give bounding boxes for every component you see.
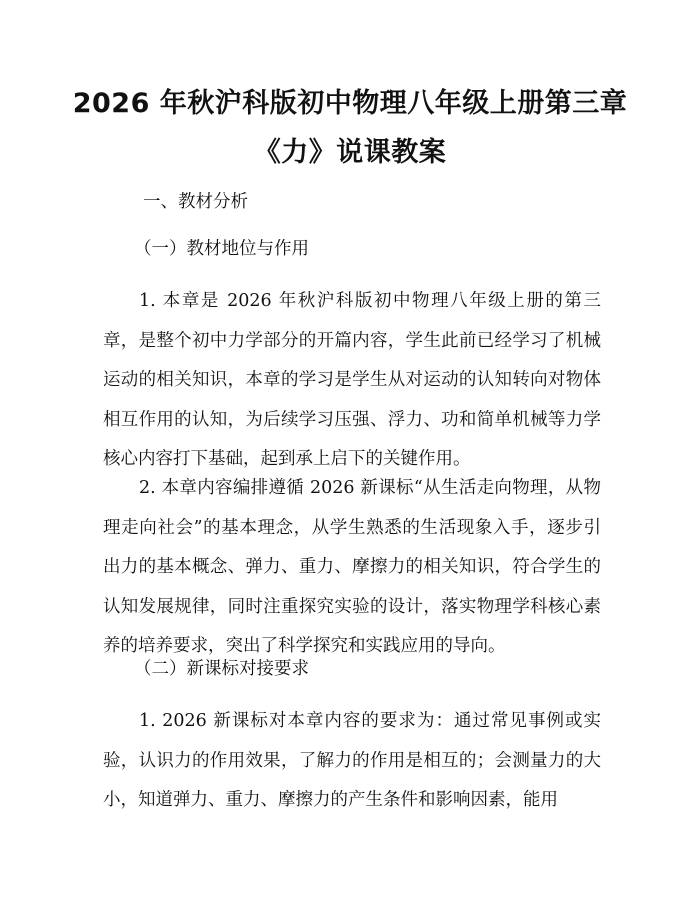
paragraph-chapter-position: 1. 本章是 2026 年秋沪科版初中物理八年级上册的第三章，是整个初中力学部分的开篇内容，学生此前已经学习了机械运动的相关知识，本章的学习是学生从对运动的认知转向对物体相互作用的认知，为后续学习压强、浮力、功和简单机械等力学核心内容打下基础，起到承上启下的关键作用。: [103, 291, 601, 469]
paragraph-content-arrangement: 2. 本章内容编排遵循 2026 新课标“从生活走向物理，从物理走向社会”的基本理念，从学生熟悉的生活现象入手，逐步引出力的基本概念、弹力、重力、摩擦力的相关知识，符合学生的认知发展规律，同时注重探究实验的设计，落实物理学科核心素养的培养要求，突出了科学探究和实践应用的导向。: [103, 478, 601, 656]
document-title-line-1: 2026 年秋沪科版初中物理八年级上册第三章: [72, 88, 628, 119]
subsection-heading-status-and-role: （一）教材地位与作用: [134, 239, 309, 259]
subsection-heading-curriculum-requirements: （二）新课标对接要求: [134, 659, 309, 679]
paragraph-curriculum-requirements: 1. 2026 新课标对本章内容的要求为：通过常见事例或实验，认识力的作用效果，了解力的作用是相互的；会测量力的大小，知道弹力、重力、摩擦力的产生条件和影响因素，能用: [103, 711, 601, 810]
document-title-line-2: 《力》说课教案: [253, 137, 447, 168]
section-heading-textbook-analysis: 一、教材分析: [143, 192, 248, 212]
